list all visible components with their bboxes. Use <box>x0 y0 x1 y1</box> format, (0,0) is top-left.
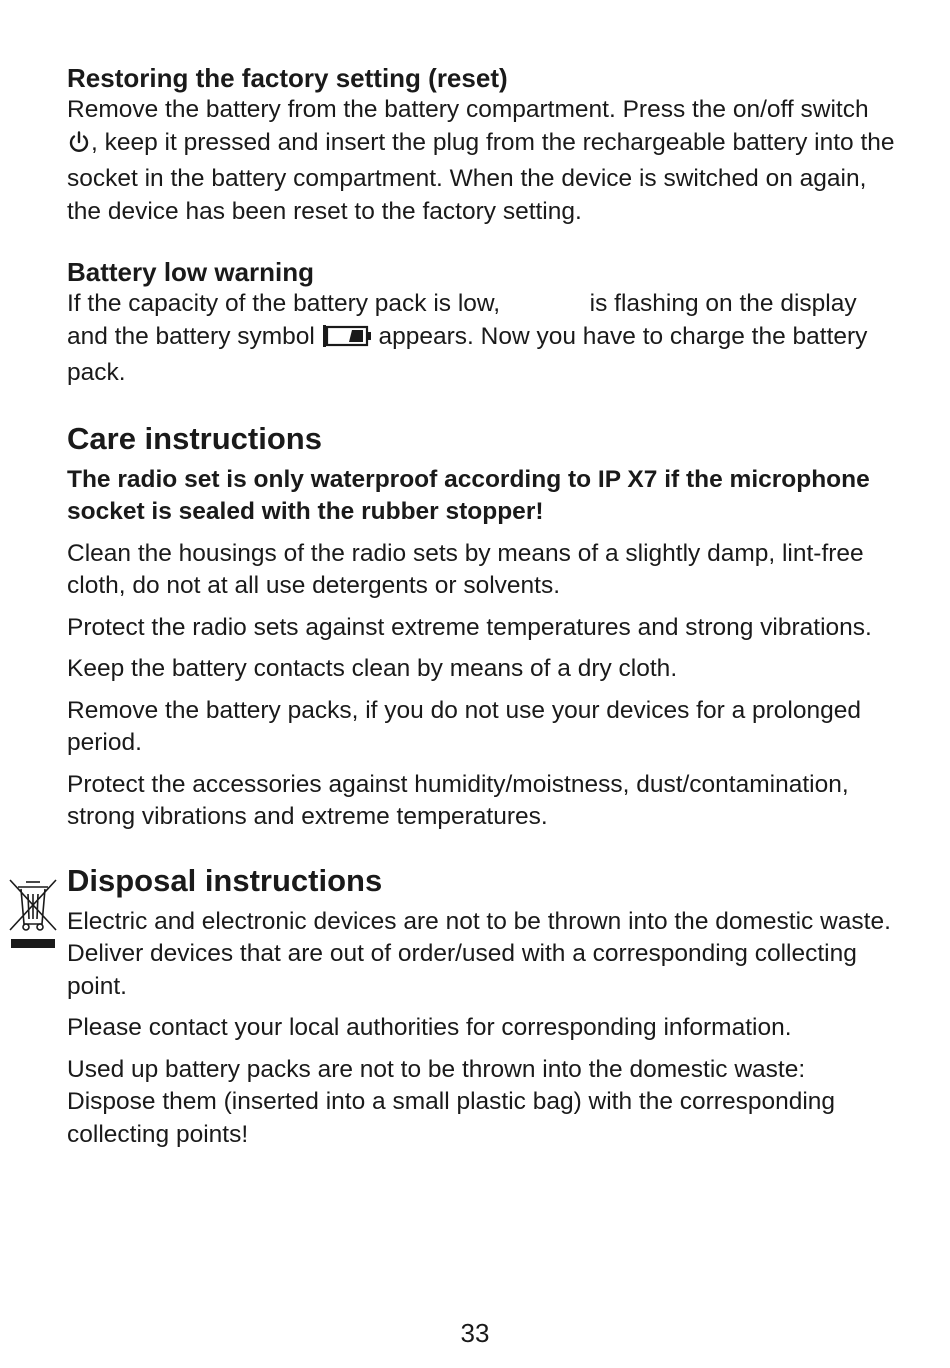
care-paragraph-1: Clean the housings of the radio sets by means of a slightly damp, lint-free cloth, do not at all use detergents or solvents. <box>67 539 864 599</box>
weee-crossed-bin-icon <box>8 878 58 957</box>
battery-low-text-b: is flashing on the display and the battery symbol <box>67 290 857 350</box>
care-paragraph-4: Remove the battery packs, if you do not use your devices for a prolonged period. <box>67 696 861 756</box>
battery-low-text-a: If the capacity of the battery pack is low, <box>67 290 507 317</box>
disposal-paragraph-2: Please contact your local authorities for corresponding information. <box>67 1014 792 1041</box>
care-paragraph-5: Protect the accessories against humidity/moistness, dust/contamination, strong vibrations and extreme temperatures. <box>67 770 849 830</box>
reset-paragraph <box>67 94 897 228</box>
battery-low-heading: Battery low warning <box>67 257 315 287</box>
disposal-heading: Disposal instructions <box>67 862 383 898</box>
care-paragraph-3: Keep the battery contacts clean by means of a dry cloth. <box>67 655 678 682</box>
battery-low-paragraph <box>67 288 897 390</box>
reset-heading: Restoring the factory setting (reset) <box>67 63 508 93</box>
disposal-paragraph-1: Electric and electronic devices are not to be thrown into the domestic waste. Deliver devices that are out of order/used with a corresponding collecting point. <box>67 907 891 1000</box>
manual-page <box>67 62 897 1151</box>
reset-text-b: , keep it pressed and insert the plug from the rechargeable battery into the socket in the battery compartment. When the device is switched on again, the device has been reset to the factory setting. <box>67 128 895 225</box>
power-icon <box>67 130 91 164</box>
page-number: 33 <box>460 1318 490 1348</box>
care-heading: Care instructions <box>67 420 322 456</box>
battery-low-text-c: appears. Now you have to charge the battery pack. <box>67 322 868 386</box>
care-warning: The radio set is only waterproof according to IP X7 if the microphone socket is sealed with the rubber stopper! <box>67 465 870 525</box>
reset-text-a: Remove the battery from the battery compartment. Press the on/off switch <box>67 96 869 123</box>
disposal-paragraph-3: Used up battery packs are not to be thrown into the domestic waste: Dispose them (inserted into a small plastic bag) with the corresponding collecting points! <box>67 1055 836 1148</box>
care-paragraph-2: Protect the radio sets against extreme temperatures and strong vibrations. <box>67 613 872 641</box>
battery-low-icon <box>322 324 372 358</box>
